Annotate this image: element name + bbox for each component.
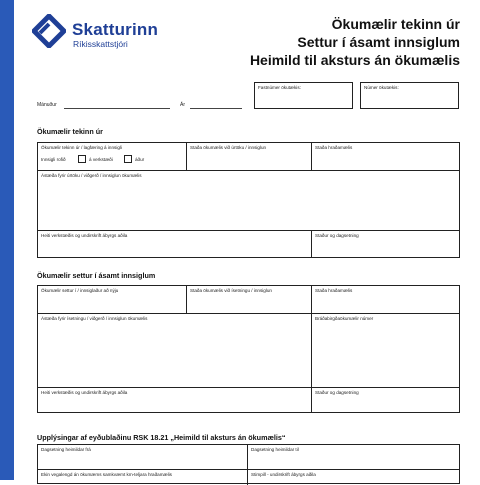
opt-a-verkstaedi-label: á verkstæði [89, 157, 113, 162]
s1-row3-col1-label: Heiti verkstæðis og undirskrift ábyrgs aðila [41, 233, 128, 238]
skatturinn-logo-icon [32, 14, 66, 48]
section1-table [37, 142, 460, 258]
s1-col2-label: Staða ökumælis við úrtöku / innsiglun [190, 145, 267, 150]
title-line-3: Heimild til aksturs án ökumælis [249, 52, 460, 68]
ar-label: Ár [180, 102, 185, 108]
s2-row2-col1-label: Ástæða fyrir ísetningu / viðgerð / innsiglun ökumælis [41, 316, 148, 321]
opt-adur-label: áður [135, 157, 145, 162]
innsigli-rofid-label: Innsigli rofið [41, 157, 66, 162]
numer-field[interactable] [360, 82, 459, 109]
s1-row3-col2-label: Staður og dagsetning [315, 233, 359, 238]
manudur-field[interactable] [64, 108, 170, 109]
s2-row3-col2-label: Staður og dagsetning [315, 390, 359, 395]
fastnumer-label: Fastnúmer ökutækis: [258, 85, 301, 90]
s3-row2-col2-label: Stimpill - undirskrift ábyrgs aðila [251, 472, 316, 477]
s2-row2-col2-label: Bráðabirgðaökumælir númer [315, 316, 374, 321]
manudur-label: Mánuður [37, 102, 57, 108]
s1-col3-label: Staða hraðamælis [315, 145, 353, 150]
s2-col1-label: Ökumælir settur í / innsiglaður að nýju [41, 288, 119, 293]
s3-row1-col1-label: Dagsetning heimildar frá [41, 447, 91, 452]
section2-heading: Ökumælir settur í ásamt innsiglum [37, 271, 156, 280]
s1-col1-label: Ökumælir tekinn úr / lagfæring á innsigli [41, 145, 122, 150]
s3-row1-col2-label: Dagsetning heimildar til [251, 447, 299, 452]
ar-field[interactable] [190, 108, 242, 109]
s2-col3-label: Staða hraðamælis [315, 288, 353, 293]
org-name: Skatturinn [72, 20, 159, 39]
section3-table [37, 444, 460, 484]
s2-col2-label: Staða ökumælis við ísetningu / innsiglun [190, 288, 272, 293]
s3-row2-col1-label: Ekin vegalengd án ökumæms samkvæmt km-teljara hraðamælis [41, 472, 172, 477]
s1-row2-label: Ástæða fyrir úrtöku / viðgerð / innsiglun ökumælis [41, 173, 142, 178]
org-subtitle: Ríkisskattstjóri [73, 39, 128, 49]
section2-table [37, 285, 460, 413]
checkbox-adur[interactable] [124, 155, 132, 163]
checkbox-a-verkstaedi[interactable] [78, 155, 86, 163]
title-line-1: Ökumælir tekinn úr [331, 16, 460, 32]
title-line-2: Settur í ásamt innsiglum [297, 34, 460, 50]
fastnumer-field[interactable] [254, 82, 353, 109]
section3-heading: Upplýsingar af eyðublaðinu RSK 18.21 „Heimild til aksturs án ökumælis“ [37, 433, 286, 442]
numer-label: Númer ökutækis: [364, 85, 399, 90]
s2-row3-col1-label: Heiti verkstæðis og undirskrift ábyrgs aðila [41, 390, 128, 395]
left-accent-bar [0, 0, 14, 480]
section1-heading: Ökumælir tekinn úr [37, 127, 103, 136]
